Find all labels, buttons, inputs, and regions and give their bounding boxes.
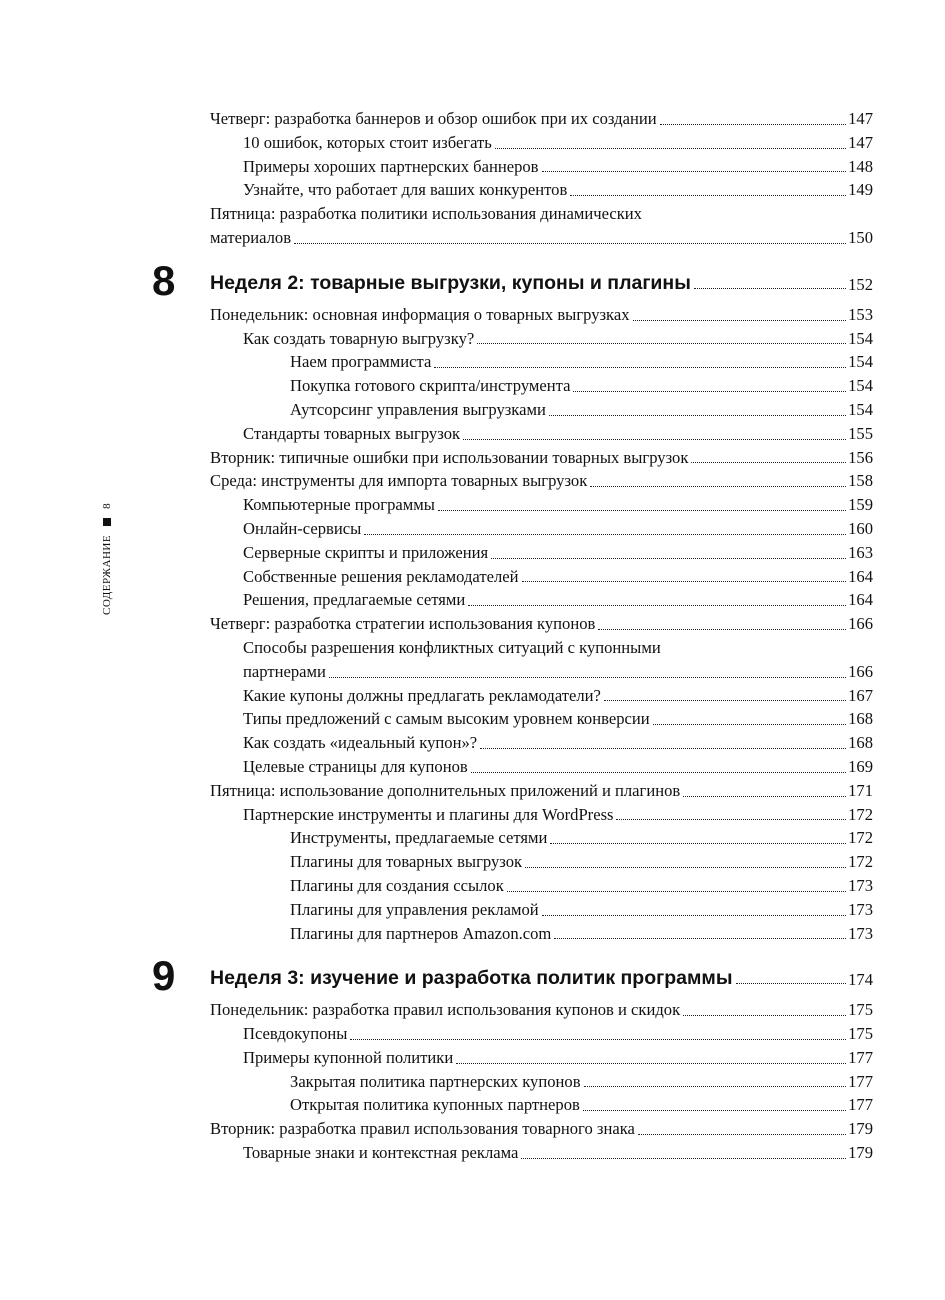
toc-entry bbox=[210, 178, 873, 202]
dot-leader bbox=[598, 629, 846, 630]
toc-entry-label: Псевдокупоны bbox=[243, 1024, 348, 1044]
toc-entry-page: 169 bbox=[848, 756, 873, 776]
dot-leader bbox=[522, 581, 847, 582]
chapter-title: Неделя 3: изучение и разработка политик программы bbox=[210, 967, 733, 990]
toc-entry-page: 175 bbox=[848, 1000, 873, 1020]
toc-entry-label: Партнерские инструменты и плагины для WordPress bbox=[243, 804, 614, 824]
toc-entry-label: Вторник: разработка правил использования товарного знака bbox=[210, 1119, 635, 1139]
dot-leader bbox=[633, 320, 847, 321]
toc-entry-page: 156 bbox=[848, 447, 873, 467]
dot-leader bbox=[491, 558, 846, 559]
toc-entry-label: Примеры купонной политики bbox=[243, 1047, 454, 1067]
toc-entry bbox=[210, 898, 873, 922]
toc-entry-page: 154 bbox=[848, 328, 873, 348]
toc-entry bbox=[210, 1022, 873, 1046]
toc-entry-page: 177 bbox=[848, 1071, 873, 1091]
toc-entry bbox=[210, 803, 873, 827]
toc-entry-page: 159 bbox=[848, 495, 873, 515]
toc-entry-label: Типы предложений с самым высоким уровнем конверсии bbox=[243, 709, 650, 729]
dot-leader bbox=[691, 462, 846, 463]
toc-entry-page: 154 bbox=[848, 376, 873, 396]
toc-entry bbox=[210, 684, 873, 708]
toc-entry bbox=[210, 922, 873, 946]
toc-entry-page: 154 bbox=[848, 399, 873, 419]
side-running-head bbox=[101, 503, 113, 615]
dot-leader bbox=[554, 938, 846, 939]
toc-entry-page: 160 bbox=[848, 518, 873, 538]
toc-entry-page: 150 bbox=[848, 227, 873, 247]
toc-entry bbox=[210, 398, 873, 422]
toc-entry-label: Наем программиста bbox=[290, 352, 432, 372]
dot-leader bbox=[525, 867, 846, 868]
chapter-8-entries-continued bbox=[210, 684, 873, 946]
toc-entry bbox=[210, 107, 873, 131]
toc-entry bbox=[210, 779, 873, 803]
dot-leader bbox=[549, 415, 846, 416]
toc-entry-label: Понедельник: основная информация о товарных выгрузках bbox=[210, 304, 630, 324]
toc-entry bbox=[210, 327, 873, 351]
toc-entry bbox=[210, 612, 873, 636]
toc-entry bbox=[210, 517, 873, 541]
toc-entry-page: 147 bbox=[848, 132, 873, 152]
toc-entry-page: 153 bbox=[848, 304, 873, 324]
dot-leader bbox=[653, 724, 846, 725]
toc-entry-label: Покупка готового скрипта/инструмента bbox=[290, 376, 571, 396]
chapter-title: Неделя 2: товарные выгрузки, купоны и плагины bbox=[210, 271, 691, 294]
toc-entry-label-line2: материалов bbox=[210, 227, 292, 247]
dot-leader bbox=[471, 772, 846, 773]
dot-leader bbox=[638, 1134, 846, 1135]
dot-leader bbox=[468, 605, 846, 606]
toc-entry-page: 168 bbox=[848, 709, 873, 729]
toc-entry-page: 167 bbox=[848, 685, 873, 705]
dot-leader bbox=[294, 243, 846, 244]
toc-entry-label: Плагины для товарных выгрузок bbox=[290, 852, 523, 872]
dot-leader bbox=[495, 148, 846, 149]
toc-entry-label: Как создать товарную выгрузку? bbox=[243, 328, 475, 348]
toc-entry-label: Товарные знаки и контекстная реклама bbox=[243, 1143, 519, 1163]
section-name: СОДЕРЖАНИЕ bbox=[101, 534, 113, 615]
toc-entry bbox=[210, 826, 873, 850]
toc-entry-page: 173 bbox=[848, 923, 873, 943]
top-entries bbox=[210, 107, 873, 202]
dot-leader bbox=[616, 819, 846, 820]
toc-entry bbox=[210, 1093, 873, 1117]
toc-entry-label: Плагины для управления рекламой bbox=[290, 899, 539, 919]
toc-entry-label: Аутсорсинг управления выгрузками bbox=[290, 399, 546, 419]
toc-entry-page: 163 bbox=[848, 542, 873, 562]
toc-entry-page: 166 bbox=[848, 614, 873, 634]
dot-leader bbox=[463, 439, 846, 440]
toc-entry-label-line1: Способы разрешения конфликтных ситуаций с купонными bbox=[243, 637, 661, 657]
table-of-contents bbox=[152, 107, 873, 1165]
toc-entry-label: Компьютерные программы bbox=[243, 495, 435, 515]
toc-entry bbox=[210, 155, 873, 179]
toc-entry-page: 177 bbox=[848, 1047, 873, 1067]
toc-entry bbox=[210, 707, 873, 731]
toc-entry-page: 154 bbox=[848, 352, 873, 372]
toc-entry-page: 158 bbox=[848, 471, 873, 491]
toc-entry-page: 171 bbox=[848, 780, 873, 800]
dot-leader bbox=[438, 510, 846, 511]
toc-entry-label: Стандарты товарных выгрузок bbox=[243, 423, 461, 443]
toc-entry bbox=[210, 374, 873, 398]
toc-entry-page: 168 bbox=[848, 733, 873, 753]
toc-entry-page: 177 bbox=[848, 1095, 873, 1115]
dot-leader bbox=[683, 796, 846, 797]
toc-entry bbox=[210, 998, 873, 1022]
toc-entry bbox=[210, 1070, 873, 1094]
dot-leader bbox=[350, 1039, 846, 1040]
toc-entry-page: 164 bbox=[848, 566, 873, 586]
dot-leader bbox=[550, 843, 846, 844]
chapter-number: 8 bbox=[152, 256, 176, 304]
toc-entry-label: Закрытая политика партнерских купонов bbox=[290, 1071, 581, 1091]
toc-entry-page: 173 bbox=[848, 875, 873, 895]
dot-leader bbox=[590, 486, 846, 487]
dot-leader bbox=[542, 171, 847, 172]
dot-leader bbox=[521, 1158, 846, 1159]
toc-entry bbox=[210, 588, 873, 612]
toc-entry-label: Решения, предлагаемые сетями bbox=[243, 590, 466, 610]
toc-entry-label: Серверные скрипты и приложения bbox=[243, 542, 489, 562]
toc-entry-line2 bbox=[210, 226, 873, 250]
toc-entry-label: Собственные решения рекламодателей bbox=[243, 566, 519, 586]
separator-square-icon bbox=[103, 518, 111, 526]
toc-entry bbox=[210, 131, 873, 155]
toc-entry-label: 10 ошибок, которых стоит избегать bbox=[243, 132, 492, 152]
toc-entry-label: Пятница: использование дополнительных приложений и плагинов bbox=[210, 780, 681, 800]
toc-entry-label: Четверг: разработка баннеров и обзор ошибок при их создании bbox=[210, 109, 657, 128]
toc-entry-label: Четверг: разработка стратегии использования купонов bbox=[210, 614, 596, 634]
toc-entry-page: 172 bbox=[848, 828, 873, 848]
toc-entry-label-line1: Пятница: разработка политики использования динамических bbox=[210, 204, 642, 224]
toc-entry-page: 164 bbox=[848, 590, 873, 610]
toc-entry-label: Плагины для создания ссылок bbox=[290, 875, 504, 895]
toc-entry bbox=[210, 1117, 873, 1141]
chapter-9-heading bbox=[152, 952, 873, 1000]
toc-entry bbox=[210, 493, 873, 517]
dot-leader bbox=[604, 700, 846, 701]
toc-entry-label: Как создать «идеальный купон»? bbox=[243, 733, 478, 753]
dot-leader bbox=[542, 915, 846, 916]
chapter-number: 9 bbox=[152, 952, 176, 1000]
toc-entry-label: Инструменты, предлагаемые сетями bbox=[290, 828, 548, 848]
chapter-8-entries bbox=[210, 303, 873, 636]
toc-entry-label-line2: партнерами bbox=[243, 661, 326, 681]
toc-entry bbox=[210, 1046, 873, 1070]
dot-leader bbox=[434, 367, 846, 368]
toc-entry bbox=[210, 303, 873, 327]
toc-entry-label: Понедельник: разработка правил использования купонов и скидок bbox=[210, 1000, 681, 1020]
dot-leader bbox=[736, 983, 847, 984]
toc-entry-page: 148 bbox=[848, 156, 873, 176]
dot-leader bbox=[573, 391, 846, 392]
dot-leader bbox=[364, 534, 846, 535]
toc-entry-page: 147 bbox=[848, 109, 873, 128]
toc-entry-wrapped bbox=[210, 636, 873, 684]
toc-entry-label: Плагины для партнеров Amazon.com bbox=[290, 923, 552, 943]
toc-entry-label: Какие купоны должны предлагать рекламодатели? bbox=[243, 685, 601, 705]
dot-leader bbox=[456, 1063, 846, 1064]
chapter-8-heading bbox=[152, 256, 873, 304]
toc-entry bbox=[210, 422, 873, 446]
toc-entry-page: 179 bbox=[848, 1143, 873, 1163]
dot-leader bbox=[660, 124, 846, 125]
toc-entry-label: Среда: инструменты для импорта товарных выгрузок bbox=[210, 471, 588, 491]
toc-entry bbox=[210, 469, 873, 493]
chapter-page: 152 bbox=[848, 274, 873, 294]
toc-entry-label: Целевые страницы для купонов bbox=[243, 756, 468, 776]
dot-leader bbox=[480, 748, 846, 749]
toc-entry-page: 172 bbox=[848, 852, 873, 872]
toc-entry-page: 155 bbox=[848, 423, 873, 443]
toc-entry bbox=[210, 350, 873, 374]
toc-entry bbox=[210, 1141, 873, 1165]
dot-leader bbox=[584, 1086, 847, 1087]
dot-leader bbox=[570, 195, 846, 196]
toc-entry-line2 bbox=[243, 660, 873, 684]
toc-entry bbox=[210, 541, 873, 565]
dot-leader bbox=[507, 891, 846, 892]
chapter-page: 174 bbox=[848, 970, 873, 990]
toc-entry-wrapped bbox=[210, 202, 873, 250]
dot-leader bbox=[477, 343, 846, 344]
dot-leader bbox=[683, 1015, 846, 1016]
toc-entry-page: 173 bbox=[848, 899, 873, 919]
toc-entry-page: 175 bbox=[848, 1024, 873, 1044]
toc-entry-page: 149 bbox=[848, 180, 873, 200]
chapter-9-entries bbox=[210, 998, 873, 1165]
toc-entry-page: 172 bbox=[848, 804, 873, 824]
toc-entry-page: 166 bbox=[848, 661, 873, 681]
toc-entry bbox=[210, 850, 873, 874]
toc-entry-label: Онлайн-сервисы bbox=[243, 518, 362, 538]
toc-entry bbox=[210, 874, 873, 898]
toc-entry bbox=[210, 565, 873, 589]
dot-leader bbox=[583, 1110, 846, 1111]
toc-entry-label: Узнайте, что работает для ваших конкурентов bbox=[243, 180, 568, 200]
dot-leader bbox=[329, 677, 846, 678]
dot-leader bbox=[694, 288, 846, 289]
page-number: 8 bbox=[101, 502, 113, 509]
toc-entry-label: Открытая политика купонных партнеров bbox=[290, 1095, 580, 1115]
toc-entry bbox=[210, 446, 873, 470]
toc-entry bbox=[210, 755, 873, 779]
toc-entry-label: Примеры хороших партнерских баннеров bbox=[243, 156, 539, 176]
toc-entry-label: Вторник: типичные ошибки при использовании товарных выгрузок bbox=[210, 447, 689, 467]
toc-entry bbox=[210, 731, 873, 755]
toc-entry-page: 179 bbox=[848, 1119, 873, 1139]
